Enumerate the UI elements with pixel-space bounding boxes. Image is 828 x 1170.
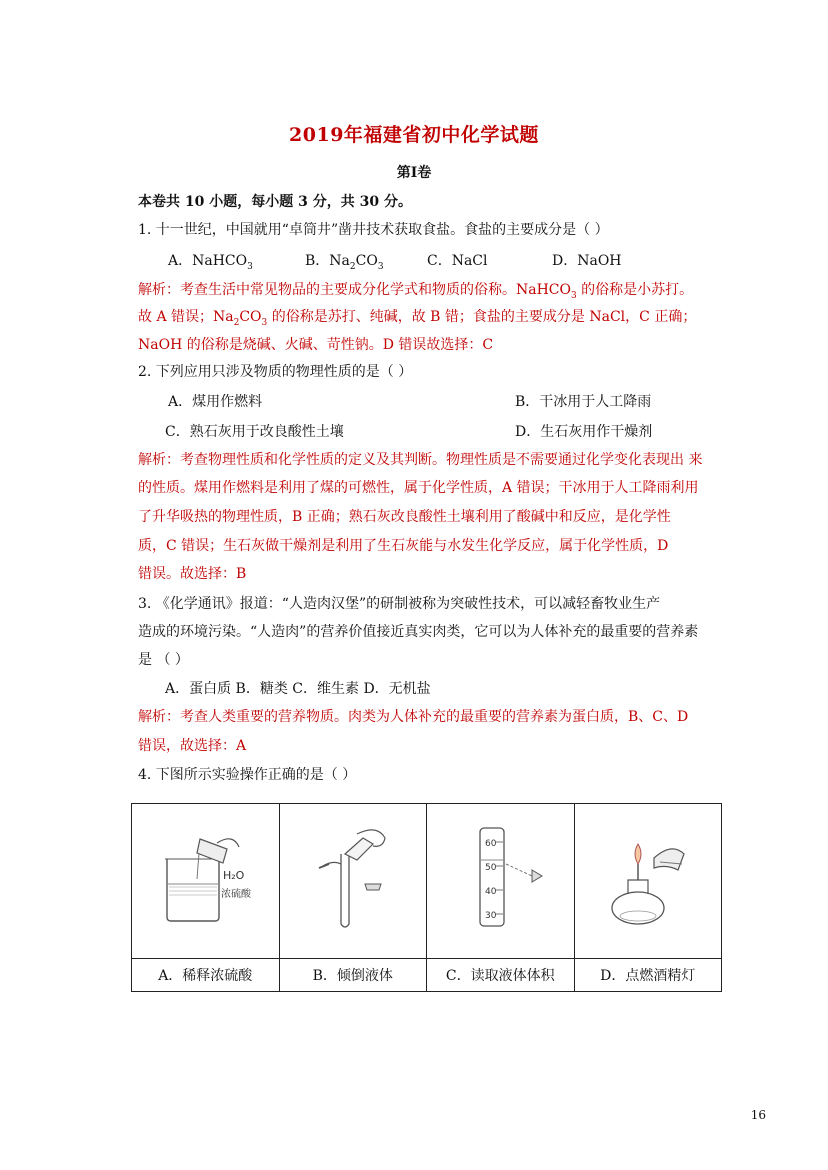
q1-option-a: A．NaHCO$_3$: [168, 253, 253, 272]
cylinder-reading-illustration: [440, 824, 560, 934]
q1-analysis-line: 故 A 错误；$Na_2CO_3$ 的俗称是苏打、纯碱，故 B 错；食盐的主要成分是 NaCl，C 正确；: [138, 309, 697, 328]
q3-stem-line: 是 （ ）: [138, 652, 189, 668]
fig-c-tick: 60: [485, 839, 497, 849]
q3-analysis-line: 解析：考查人类重要的营养物质。肉类为人体补充的最重要的营养素为蛋白质，B、C、D: [138, 709, 689, 725]
q1-stem: 1. 十一世纪，中国就用“卓筒井”凿井技术获取食盐。食盐的主要成分是（ ）: [138, 222, 609, 238]
q1-analysis-line: NaOH 的俗称是烧碱、火碱、苛性钠。D 错误故选择：C: [138, 337, 494, 353]
dilute-acid-illustration: [145, 829, 265, 929]
fig-c-tick: 40: [485, 887, 497, 897]
q3-stem-line: 3. 《化学通讯》报道：“人造肉汉堡”的研制被称为突破性技术，可以减轻畜牧业生产: [138, 596, 661, 612]
q3-stem-line: 造成的环境污染。“人造肉”的营养价值接近真实肉类，它可以为人体补充的最重要的营养素: [138, 624, 699, 640]
q2-analysis-line: 质，C 错误；生石灰做干燥剂是利用了生石灰能与水发生化学反应，属于化学性质，D: [138, 538, 669, 554]
q2-option-a: A．煤用作燃料: [168, 394, 263, 410]
q1-option-b: B．$Na_2CO_3$: [305, 253, 384, 272]
q3-analysis-line: 错误，故选择：A: [138, 738, 247, 754]
q3-options: A．蛋白质 B．糖类 C．维生素 D．无机盐: [165, 681, 431, 697]
caption-b: B．倾倒液体: [279, 959, 427, 992]
figure-d: [574, 804, 722, 959]
q2-stem: 2. 下列应用只涉及物质的物理性质的是（ ）: [138, 364, 413, 380]
q2-option-d: D．生石灰用作干燥剂: [515, 424, 653, 440]
section-note: 本卷共 10 小题，每小题 3 分，共 30 分。: [138, 194, 412, 210]
figure-a: [132, 804, 280, 959]
fig-a-label-acid: 浓硫酸: [221, 889, 252, 900]
pour-liquid-illustration: [293, 824, 413, 934]
page-number: 16: [750, 1108, 766, 1122]
q1-option-c: C．NaCl: [427, 253, 488, 269]
q2-analysis-line: 的性质。煤用作燃料是利用了煤的可燃性，属于化学性质，A 错误；干冰用于人工降雨利用: [138, 480, 699, 496]
figure-c: [427, 804, 575, 959]
q4-figure-table: [131, 803, 722, 992]
page-title: 2019年福建省初中化学试题: [289, 124, 539, 146]
q2-analysis-line: 错误。故选择：B: [138, 566, 247, 582]
fig-a-label-water: H₂O: [223, 869, 245, 882]
q2-option-c: C．熟石灰用于改良酸性土壤: [165, 424, 344, 440]
volume-heading: 第Ⅰ卷: [396, 165, 432, 181]
q1-analysis-line: 解析：考查生活中常见物品的主要成分化学式和物质的俗称。NaHCO$_3$ 的俗称是小苏打。: [138, 282, 694, 301]
q2-option-b: B．干冰用于人工降雨: [515, 394, 652, 410]
alcohol-lamp-illustration: [588, 824, 708, 934]
q2-analysis-line: 解析：考查物理性质和化学性质的定义及其判断。物理性质是不需要通过化学变化表现出 来: [138, 452, 703, 468]
caption-c: C．读取液体体积: [427, 959, 575, 992]
q2-analysis-line: 了升华吸热的物理性质，B 正确；熟石灰改良酸性土壤利用了酸碱中和反应，是化学性: [138, 509, 671, 525]
caption-d: D．点燃酒精灯: [574, 959, 722, 992]
q1-option-d: D．NaOH: [552, 253, 622, 269]
q4-stem: 4. 下图所示实验操作正确的是（ ）: [138, 767, 357, 783]
fig-c-tick: 30: [485, 911, 497, 921]
fig-c-tick: 50: [485, 863, 497, 873]
caption-a: A．稀释浓硫酸: [132, 959, 280, 992]
figure-b: [279, 804, 427, 959]
